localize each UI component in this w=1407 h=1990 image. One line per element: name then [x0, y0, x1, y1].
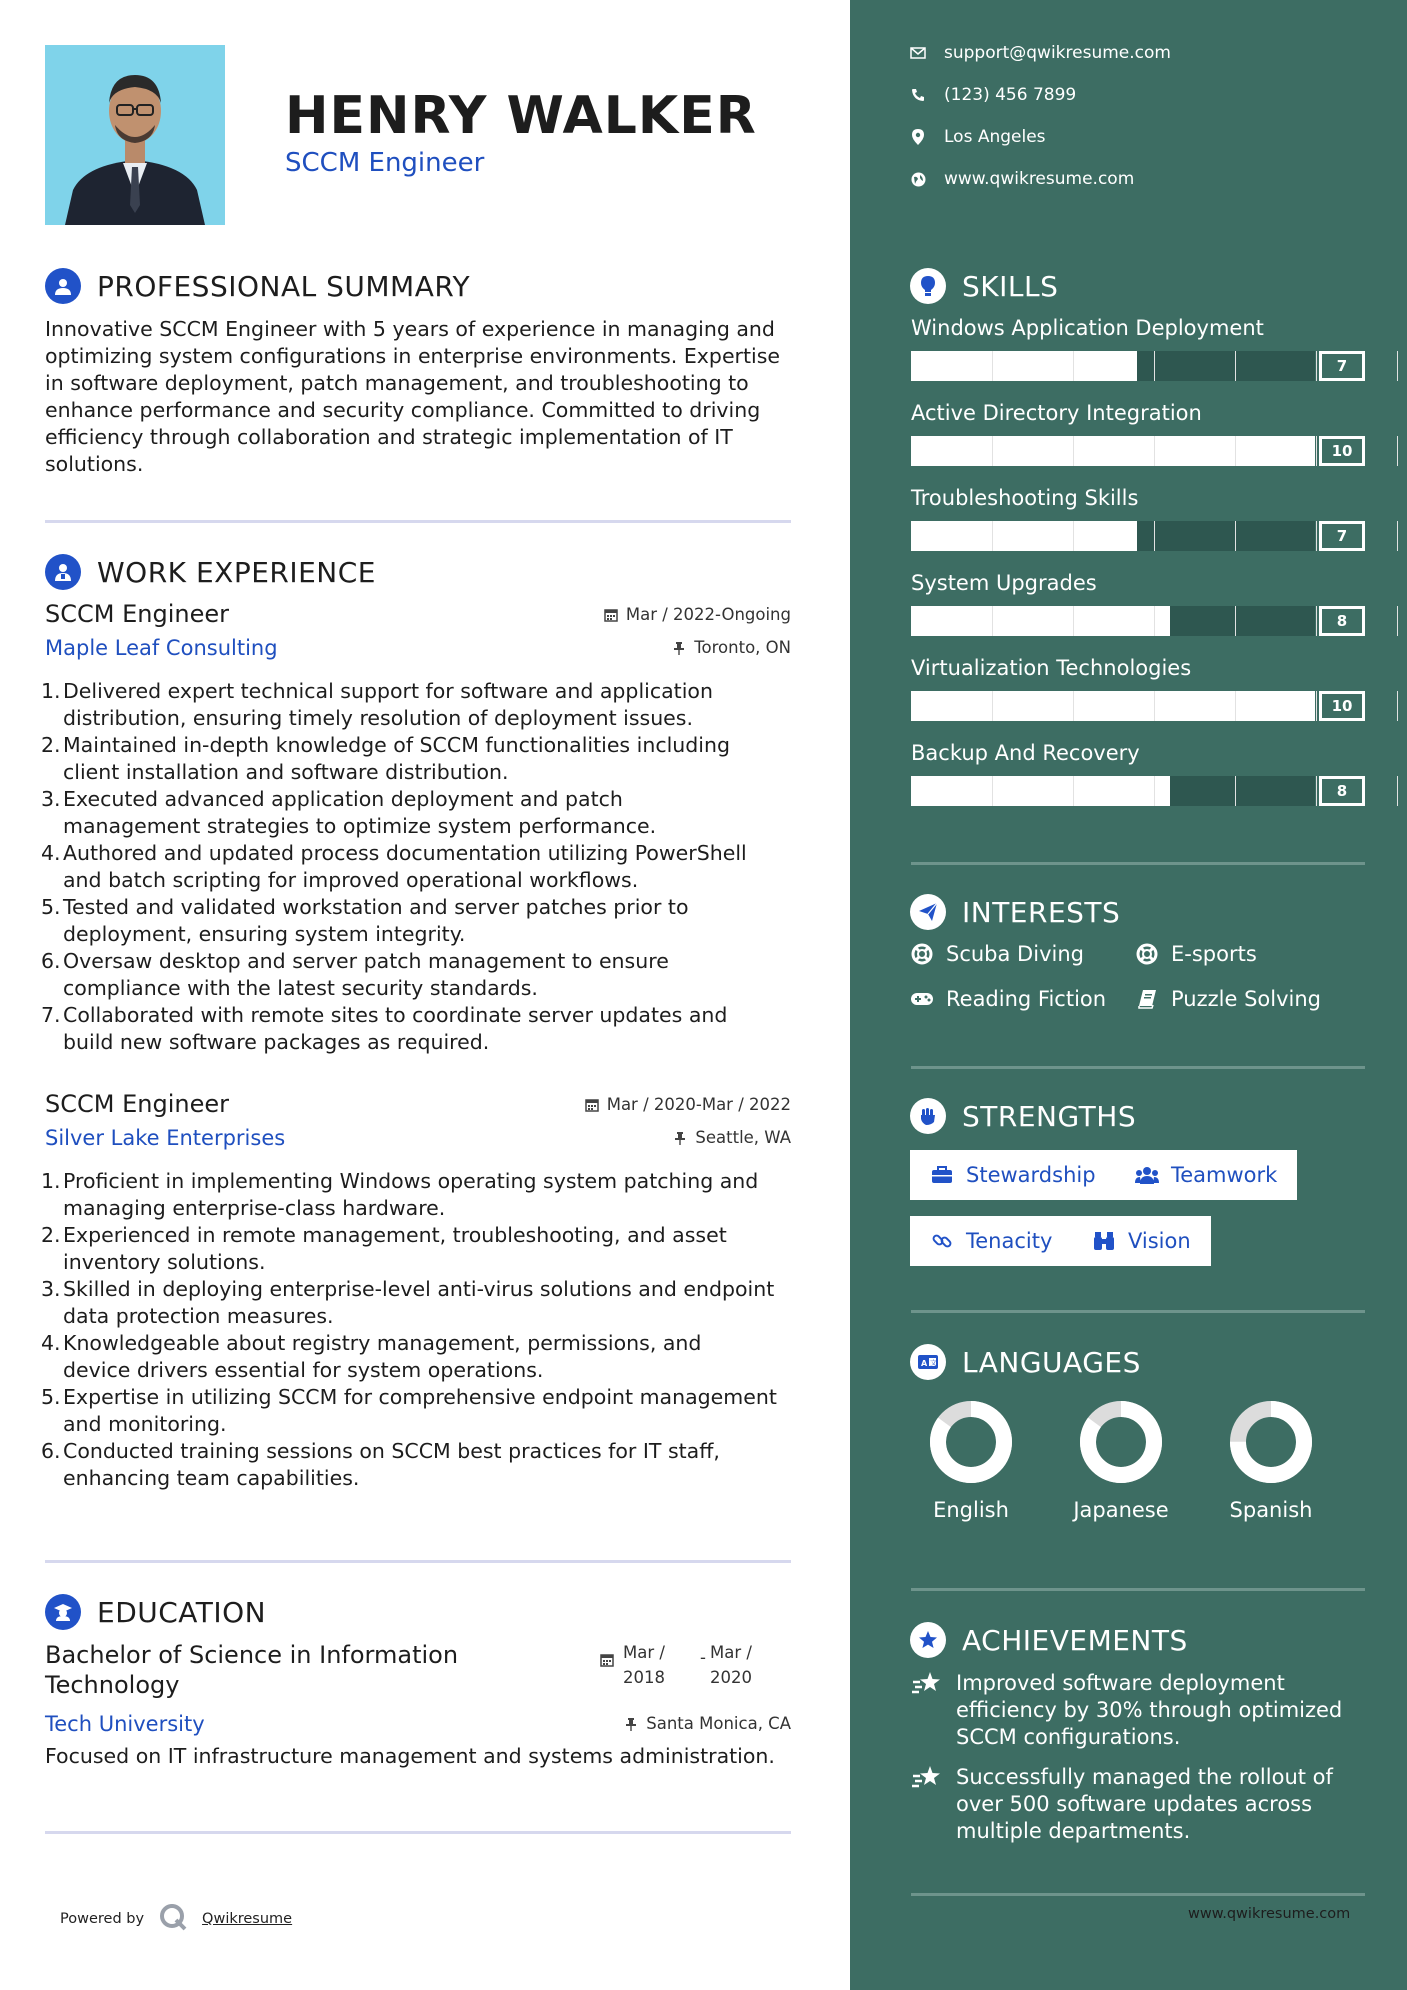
user-icon	[45, 268, 81, 304]
list-item-line: Experienced in remote management, troubleshooting, and asset	[63, 1223, 727, 1247]
skill-segment-tick	[992, 691, 993, 721]
skill-segment-tick	[1154, 436, 1155, 466]
strength-badge	[910, 1150, 1116, 1200]
binoculars-icon	[1092, 1229, 1116, 1253]
achievement-line: efficiency by 30% through optimized	[956, 1698, 1343, 1722]
list-item: 6. Oversaw desktop and server patch management to ensure compliance with the latest security standards.	[45, 948, 791, 1002]
section-divider	[911, 862, 1365, 865]
skill-name: System Upgrades	[911, 571, 1097, 595]
school-name: Tech University	[45, 1712, 205, 1736]
skill-segment-tick	[1397, 776, 1398, 806]
pin-icon	[624, 1716, 638, 1730]
skill-level-value: 10	[1319, 436, 1365, 466]
section-divider	[45, 520, 791, 523]
job-date	[585, 1095, 791, 1114]
list-item-line: Oversaw desktop and server patch management to ensure	[63, 949, 669, 973]
skill-segment-tick	[1397, 606, 1398, 636]
skill-level-fill	[911, 351, 1137, 381]
section-title: INTERESTS	[962, 895, 1121, 929]
translate-icon	[910, 1344, 946, 1380]
school-location	[624, 1714, 791, 1733]
shooting-star-icon	[910, 1670, 944, 1704]
strengths-heading	[910, 1098, 1136, 1134]
edu-date-dash: -	[700, 1648, 706, 1667]
candidate-name: HENRY WALKER	[285, 86, 757, 146]
strength-badge	[1115, 1150, 1297, 1200]
section-divider	[911, 1588, 1365, 1591]
experience-heading	[45, 554, 376, 590]
skill-segment-tick	[992, 776, 993, 806]
powered-by	[60, 1902, 292, 1936]
language-item	[1211, 1400, 1331, 1522]
list-item-line: Executed advanced application deployment and patch	[63, 787, 623, 811]
language-proficiency-ring	[929, 1400, 1013, 1484]
skill-segment-tick	[1073, 436, 1074, 466]
job-company: Silver Lake Enterprises	[45, 1126, 286, 1150]
list-item-line: Skilled in deploying enterprise-level anti-virus solutions and endpoint	[63, 1277, 775, 1301]
language-item	[1061, 1400, 1181, 1522]
job-responsibilities	[41, 678, 791, 1056]
skill-segment-tick	[1316, 606, 1317, 636]
users-icon	[1135, 1163, 1159, 1187]
list-item-line: and batch scripting for improved operational workflows.	[63, 868, 639, 892]
list-item-line: inventory solutions.	[63, 1250, 266, 1274]
skill-level-value: 8	[1319, 776, 1365, 806]
list-item: 3. Executed advanced application deployment and patch management strategies to optimize system performance.	[45, 786, 791, 840]
strength-badge	[1072, 1216, 1211, 1266]
list-item-line: Knowledgeable about registry management, permissions, and	[63, 1331, 702, 1355]
list-item-line: Expertise in utilizing SCCM for comprehensive endpoint management	[63, 1385, 777, 1409]
summary-line: solutions.	[45, 452, 144, 476]
list-item-line: Authored and updated process documentation utilizing PowerShell	[63, 841, 747, 865]
interest-label: Reading Fiction	[946, 987, 1107, 1011]
skill-item	[911, 656, 1365, 721]
skill-level-value: 8	[1319, 606, 1365, 636]
skill-track	[911, 776, 1315, 806]
book-icon	[1135, 987, 1159, 1011]
date-year: 2018	[623, 1668, 665, 1687]
list-item: 4. Authored and updated process documentation utilizing PowerShell and batch scripting for improved operational workflows.	[45, 840, 791, 894]
skill-item	[911, 486, 1365, 551]
skill-segment-tick	[1316, 351, 1317, 381]
job-location-text: Seattle, WA	[695, 1127, 791, 1147]
skill-segment-tick	[1235, 691, 1236, 721]
skill-item	[911, 401, 1365, 466]
summary-text	[45, 316, 795, 478]
list-item: 3. Skilled in deploying enterprise-level anti-virus solutions and endpoint data protection measures.	[45, 1276, 791, 1330]
achievement-line: over 500 software updates across	[956, 1792, 1313, 1816]
degree	[45, 1640, 791, 1700]
skill-bar	[911, 436, 1365, 466]
languages-heading	[910, 1344, 1141, 1380]
contact-email[interactable]	[910, 43, 1171, 63]
contact-location	[910, 127, 1046, 147]
skill-segment-tick	[1397, 351, 1398, 381]
skill-segment-tick	[1154, 351, 1155, 381]
achievement-text	[956, 1764, 1333, 1845]
list-item-line: Proficient in implementing Windows operating system patching and	[63, 1169, 759, 1193]
skill-name: Active Directory Integration	[911, 401, 1202, 425]
list-item-line: data protection measures.	[63, 1304, 334, 1328]
paper-plane-icon	[910, 894, 946, 930]
section-divider	[911, 1893, 1365, 1896]
achievement-line: Improved software deployment	[956, 1671, 1285, 1695]
skill-segment-tick	[1073, 691, 1074, 721]
job-responsibilities	[41, 1168, 791, 1492]
phone-icon	[910, 87, 926, 103]
section-title: STRENGTHS	[962, 1099, 1137, 1133]
skill-item	[911, 741, 1365, 806]
date-year: 2020	[710, 1668, 752, 1687]
calendar-icon	[604, 607, 618, 621]
section-title: PROFESSIONAL SUMMARY	[97, 269, 471, 303]
skill-level-fill	[911, 691, 1315, 721]
life-ring-icon	[1135, 942, 1159, 966]
skill-segment-tick	[1073, 776, 1074, 806]
skill-level-fill	[911, 436, 1315, 466]
section-title: WORK EXPERIENCE	[97, 555, 376, 589]
interest-label: E-sports	[1171, 942, 1257, 966]
list-item: 5. Expertise in utilizing SCCM for comprehensive endpoint management and monitoring.	[45, 1384, 791, 1438]
skill-bar	[911, 776, 1365, 806]
date-month: Mar /	[710, 1643, 752, 1662]
skill-segment-tick	[992, 521, 993, 551]
skill-segment-tick	[1316, 776, 1317, 806]
language-name: Spanish	[1229, 1498, 1313, 1522]
contact-phone-text: (123) 456 7899	[944, 85, 1077, 105]
edu-end-date	[710, 1640, 752, 1690]
skill-name: Virtualization Technologies	[911, 656, 1192, 680]
skill-track	[911, 436, 1315, 466]
sidebar	[850, 0, 1407, 1990]
list-item-line: Collaborated with remote sites to coordinate server updates and	[63, 1003, 728, 1027]
list-item-line: Delivered expert technical support for software and application	[63, 679, 713, 703]
skill-level-fill	[911, 521, 1137, 551]
calendar-icon	[600, 1652, 614, 1671]
skill-segment-tick	[1073, 351, 1074, 381]
list-item-line: deployment, ensuring system integrity.	[63, 922, 466, 946]
skill-bar	[911, 521, 1365, 551]
skill-track	[911, 691, 1315, 721]
list-item-line: Conducted training sessions on SCCM best practices for IT staff,	[63, 1439, 720, 1463]
list-item-line: managing enterprise-class hardware.	[63, 1196, 446, 1220]
section-divider	[911, 1066, 1365, 1069]
globe-icon	[910, 171, 926, 187]
school-location-text: Santa Monica, CA	[646, 1713, 791, 1733]
summary-line: optimizing system configurations in enterprise environments. Expertise	[45, 344, 781, 368]
skill-segment-tick	[1154, 606, 1155, 636]
skill-item	[911, 316, 1365, 381]
strength-label: Stewardship	[966, 1163, 1096, 1187]
education-heading	[45, 1594, 266, 1630]
achievement-item	[910, 1764, 1370, 1845]
skill-segment-tick	[1073, 521, 1074, 551]
skill-segment-tick	[1316, 436, 1317, 466]
envelope-icon	[910, 45, 926, 61]
skill-level-value: 7	[1319, 351, 1365, 381]
briefcase-icon	[930, 1163, 954, 1187]
skill-level-fill	[911, 606, 1170, 636]
achievement-item	[910, 1670, 1370, 1751]
edu-start-date	[623, 1640, 665, 1690]
section-divider	[911, 1310, 1365, 1313]
shooting-star-icon	[910, 1764, 944, 1798]
list-item: 2. Experienced in remote management, troubleshooting, and asset inventory solutions.	[45, 1222, 791, 1276]
skill-track	[911, 606, 1315, 636]
achievement-line: Successfully managed the rollout of	[956, 1765, 1333, 1789]
skill-segment-tick	[992, 606, 993, 636]
lightbulb-icon	[910, 268, 946, 304]
language-name: Japanese	[1073, 1498, 1169, 1522]
language-item	[911, 1400, 1031, 1522]
summary-heading	[45, 268, 470, 304]
contact-website[interactable]	[910, 169, 1134, 189]
star-badge-icon	[910, 1622, 946, 1658]
list-item: 7. Collaborated with remote sites to coordinate server updates and build new software packages as required.	[45, 1002, 791, 1056]
skill-segment-tick	[1154, 776, 1155, 806]
list-item-line: and monitoring.	[63, 1412, 227, 1436]
skill-segment-tick	[1235, 606, 1236, 636]
link-icon	[930, 1229, 954, 1253]
job-title: SCCM Engineer	[45, 1090, 229, 1118]
skill-segment-tick	[1235, 436, 1236, 466]
svg-text:A: A	[921, 1359, 928, 1368]
list-item: 4. Knowledgeable about registry management, permissions, and device drivers essential for system operations.	[45, 1330, 791, 1384]
skill-segment-tick	[1154, 691, 1155, 721]
job-date	[604, 605, 791, 624]
job-entry	[41, 1090, 791, 1492]
contact-email-text: support@qwikresume.com	[944, 43, 1171, 63]
graduate-icon	[45, 1594, 81, 1630]
skill-segment-tick	[1397, 436, 1398, 466]
contact-phone[interactable]	[910, 85, 1076, 105]
job-company: Maple Leaf Consulting	[45, 636, 278, 660]
map-marker-icon	[910, 129, 926, 145]
skill-level-value: 10	[1319, 691, 1365, 721]
skill-segment-tick	[992, 436, 993, 466]
skill-segment-tick	[1316, 691, 1317, 721]
section-title: ACHIEVEMENTS	[962, 1623, 1188, 1657]
skill-bar	[911, 351, 1365, 381]
section-divider	[45, 1831, 791, 1834]
education-entry	[45, 1640, 791, 1768]
profile-photo	[45, 45, 225, 225]
language-proficiency-ring	[1079, 1400, 1163, 1484]
interest-label: Puzzle Solving	[1171, 987, 1321, 1011]
skill-level-value: 7	[1319, 521, 1365, 551]
powered-by-label: Powered by	[60, 1911, 145, 1927]
skill-track	[911, 521, 1315, 551]
candidate-title: SCCM Engineer	[285, 148, 485, 178]
list-item: 6. Conducted training sessions on SCCM best practices for IT staff, enhancing team capabilities.	[45, 1438, 791, 1492]
interest-label: Scuba Diving	[946, 942, 1084, 966]
skill-track	[911, 351, 1315, 381]
skill-segment-tick	[1073, 606, 1074, 636]
list-item-line: build new software packages as required.	[63, 1030, 490, 1054]
contact-location-text: Los Angeles	[944, 127, 1046, 147]
skill-segment-tick	[1154, 521, 1155, 551]
summary-line: in software deployment, patch management, and troubleshooting to	[45, 371, 749, 395]
svg-text:文: 文	[930, 1359, 937, 1367]
section-divider	[45, 1560, 791, 1563]
skill-name: Backup And Recovery	[911, 741, 1140, 765]
achievement-line: SCCM configurations.	[956, 1725, 1181, 1749]
section-title: EDUCATION	[97, 1595, 267, 1629]
list-item-line: device drivers essential for system operations.	[63, 1358, 544, 1382]
list-item-line: management strategies to optimize system performance.	[63, 814, 657, 838]
skill-segment-tick	[1397, 521, 1398, 551]
contact-website-text: www.qwikresume.com	[944, 169, 1135, 189]
list-item: 1. Proficient in implementing Windows operating system patching and managing enterprise-class hardware.	[45, 1168, 791, 1222]
job-title: SCCM Engineer	[45, 600, 229, 628]
skill-segment-tick	[1397, 691, 1398, 721]
gamepad-icon	[910, 987, 934, 1011]
life-ring-icon	[910, 942, 934, 966]
interest-item	[910, 942, 1084, 966]
qwikresume-logo-icon	[158, 1902, 188, 1936]
job-location-text: Toronto, ON	[694, 637, 791, 657]
pin-icon	[672, 640, 686, 654]
section-title: SKILLS	[962, 269, 1059, 303]
list-item-line: Maintained in-depth knowledge of SCCM functionalities including	[63, 733, 730, 757]
footer-website[interactable]: www.qwikresume.com	[1188, 1906, 1351, 1922]
skill-segment-tick	[992, 351, 993, 381]
achievements-heading	[910, 1622, 1188, 1658]
skill-item	[911, 571, 1365, 636]
calendar-icon	[585, 1097, 599, 1111]
fist-icon	[910, 1098, 946, 1134]
list-item: 5. Tested and validated workstation and server patches prior to deployment, ensuring system integrity.	[45, 894, 791, 948]
skill-segment-tick	[1235, 521, 1236, 551]
skill-level-fill	[911, 776, 1170, 806]
pin-icon	[673, 1130, 687, 1144]
skill-segment-tick	[1235, 351, 1236, 381]
date-month: Mar /	[623, 1643, 665, 1662]
skills-heading	[910, 268, 1058, 304]
summary-line: Innovative SCCM Engineer with 5 years of experience in managing and	[45, 317, 775, 341]
skill-bar	[911, 606, 1365, 636]
language-proficiency-ring	[1229, 1400, 1313, 1484]
interest-item	[910, 987, 1106, 1011]
interest-item	[1135, 942, 1257, 966]
strength-badge	[910, 1216, 1072, 1266]
skill-segment-tick	[1316, 521, 1317, 551]
strength-label: Tenacity	[966, 1229, 1053, 1253]
skill-segment-tick	[1235, 776, 1236, 806]
list-item-line: enhancing team capabilities.	[63, 1466, 360, 1490]
interest-item	[1135, 987, 1321, 1011]
achievement-line: multiple departments.	[956, 1819, 1191, 1843]
achievement-text	[956, 1670, 1342, 1751]
section-title: LANGUAGES	[962, 1345, 1141, 1379]
language-name: English	[933, 1498, 1009, 1522]
briefcase-user-icon	[45, 554, 81, 590]
strength-label: Teamwork	[1171, 1163, 1278, 1187]
degree-line: Technology	[45, 1671, 180, 1699]
education-note: Focused on IT infrastructure management and systems administration.	[45, 1744, 775, 1768]
list-item-line: distribution, ensuring timely resolution of deployment issues.	[63, 706, 693, 730]
list-item-line: Tested and validated workstation and server patches prior to	[63, 895, 689, 919]
summary-line: enhance performance and security compliance. Committed to driving	[45, 398, 761, 422]
skill-name: Troubleshooting Skills	[911, 486, 1139, 510]
summary-line: efficiency through collaboration and strategic implementation of IT	[45, 425, 733, 449]
job-date-text: Mar / 2022-Ongoing	[625, 604, 791, 624]
interests-heading	[910, 894, 1120, 930]
list-item-line: client installation and software distribution.	[63, 760, 509, 784]
job-location	[672, 638, 791, 657]
job-date-text: Mar / 2020-Mar / 2022	[606, 1094, 791, 1114]
list-item-line: compliance with the latest security standards.	[63, 976, 538, 1000]
strength-label: Vision	[1128, 1229, 1191, 1253]
skill-bar	[911, 691, 1365, 721]
job-location	[673, 1128, 791, 1147]
list-item: 2. Maintained in-depth knowledge of SCCM functionalities including client installation and software distribution.	[45, 732, 791, 786]
job-entry	[41, 600, 791, 1056]
list-item: 1. Delivered expert technical support for software and application distribution, ensuring timely resolution of deployment issues.	[45, 678, 791, 732]
qwikresume-link[interactable]: Qwikresume	[202, 1911, 293, 1927]
skill-name: Windows Application Deployment	[911, 316, 1264, 340]
degree-line: Bachelor of Science in Information	[45, 1641, 459, 1669]
